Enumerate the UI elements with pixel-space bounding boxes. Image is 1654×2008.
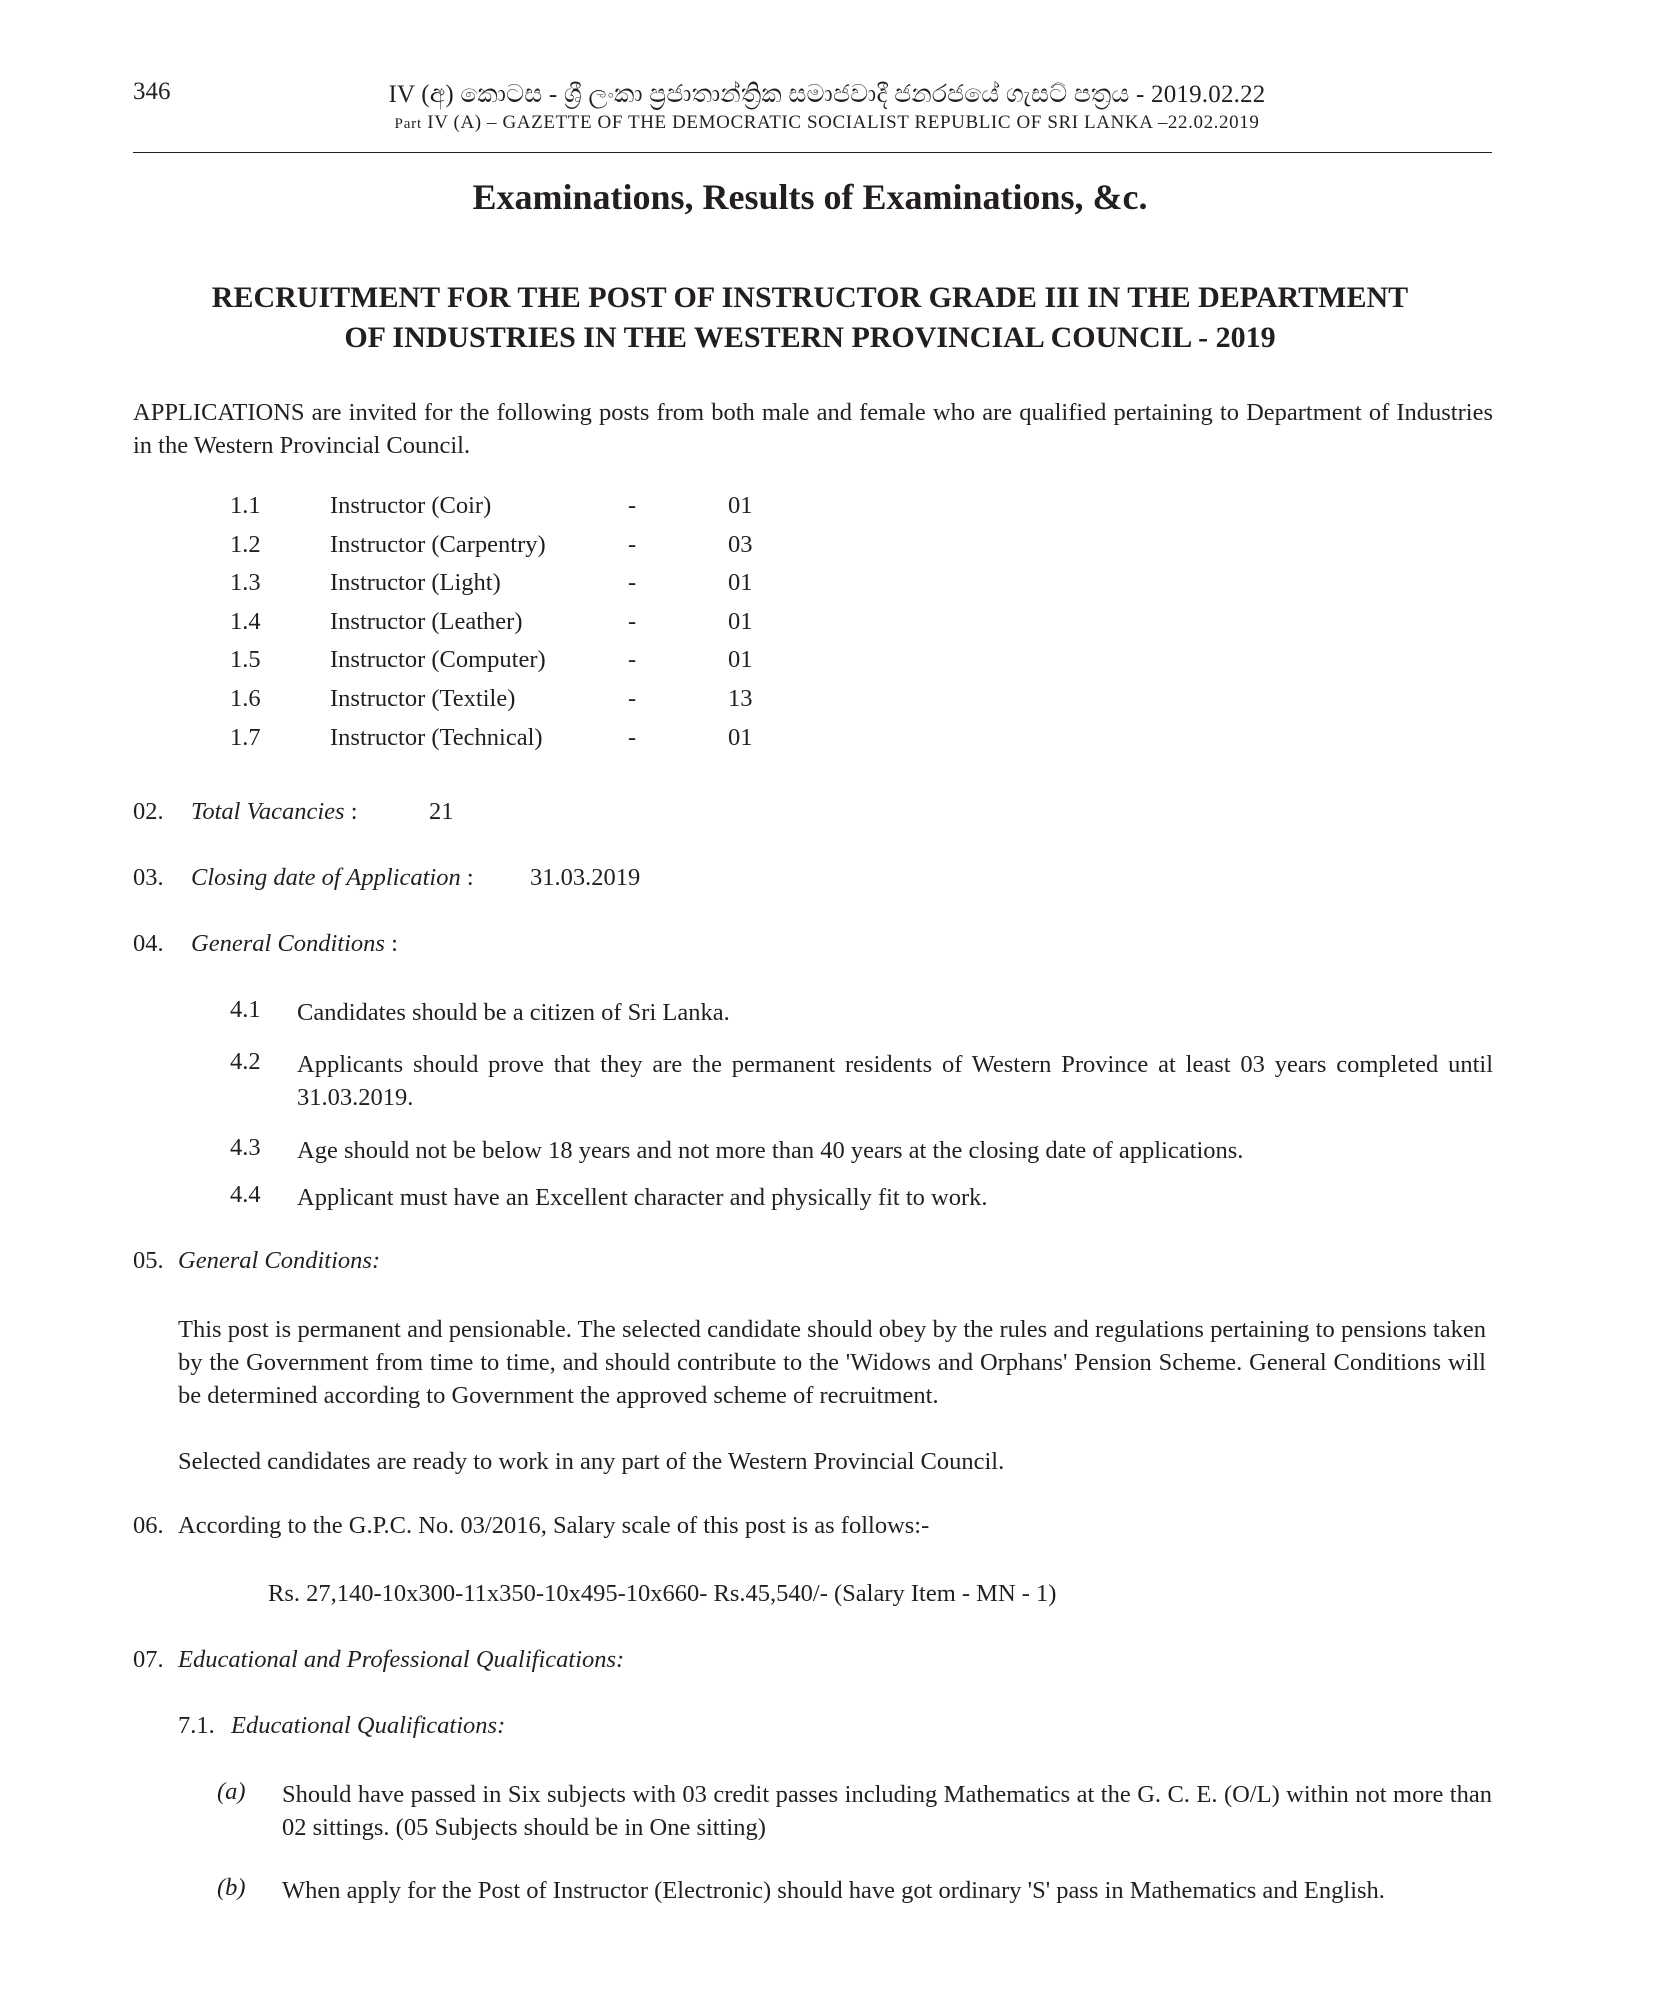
post-name: Instructor (Coir) [330, 492, 492, 519]
post-row [230, 685, 788, 724]
closing-date-sep: : [460, 864, 474, 891]
s07-sub-num: 7.1. [178, 1712, 215, 1739]
posts-table [230, 492, 788, 762]
post-number: 1.3 [230, 569, 261, 597]
general-conditions-num: 04. [133, 930, 164, 957]
post-count: 03 [728, 530, 753, 558]
intro-paragraph: APPLICATIONS are invited for the following posts from both male and female who are qualified pertaining to Department of Industries in the Western Provincial Council. [133, 399, 1493, 459]
condition-num: 4.3 [230, 1134, 261, 1161]
post-row [230, 492, 788, 531]
post-count: 01 [728, 607, 753, 635]
s05-paragraph-1: This post is permanent and pensionable. The selected candidate should obey by the rules and regulations pertaining to pensions taken by the Government from time to time, and should contribute to the 'Widows and Orphans' Pension Scheme. General Conditions will be determined according to Government the approved scheme of recruitment. [178, 1316, 1486, 1409]
post-dash: - [628, 530, 637, 558]
english-header [0, 112, 1654, 134]
condition-num: 4.1 [230, 996, 261, 1023]
qualification-letter: (b) [217, 1874, 246, 1901]
post-row [230, 608, 788, 647]
section-title: Examinations, Results of Examinations, &c. [472, 177, 1148, 217]
closing-date-label [191, 864, 474, 892]
post-count: 13 [728, 684, 753, 712]
salary-scale: Rs. 27,140-10x300-11x350-10x495-10x660- Rs.45,540/- (Salary Item - MN - 1) [268, 1580, 1057, 1607]
post-number: 1.2 [230, 530, 261, 558]
sinhala-header: IV (අ) කොටස - ශ්‍රී ලංකා ප්‍රජාතාන්ත්‍රික සමාජවාදී ජනරජයේ ගැසට් පත්‍රය - 2019.02.22 [388, 81, 1266, 108]
post-dash: - [628, 684, 637, 712]
notice-title-line-2: OF INDUSTRIES IN THE WESTERN PROVINCIAL COUNCIL - 2019 [344, 321, 1276, 354]
post-name: Instructor (Technical) [330, 723, 543, 751]
post-count: 01 [728, 492, 753, 519]
closing-date-num: 03. [133, 864, 164, 891]
post-count: 01 [728, 646, 753, 674]
post-row [230, 646, 788, 685]
post-row [230, 724, 788, 763]
qualification-letter: (a) [217, 1778, 246, 1805]
post-dash: - [628, 723, 637, 751]
post-name: Instructor (Light) [330, 569, 501, 597]
post-name: Instructor (Carpentry) [330, 530, 546, 558]
condition-num: 4.4 [230, 1181, 261, 1208]
s05-num: 05. [133, 1247, 164, 1274]
s07-label: Educational and Professional Qualifications: [178, 1646, 625, 1673]
closing-date-value: 31.03.2019 [530, 864, 641, 891]
header-rule [133, 152, 1492, 153]
total-vacancies-label-text: Total Vacancies [191, 798, 345, 825]
post-name: Instructor (Leather) [330, 607, 523, 635]
post-row [230, 531, 788, 570]
page-number: 346 [133, 78, 171, 105]
condition-text: Applicant must have an Excellent character and physically fit to work. [297, 1184, 988, 1211]
post-row [230, 569, 788, 608]
total-vacancies-value: 21 [429, 798, 454, 825]
post-number: 1.7 [230, 723, 261, 751]
english-header-part: Part [394, 116, 422, 132]
post-count: 01 [728, 723, 753, 751]
s07-num: 07. [133, 1646, 164, 1673]
post-name: Instructor (Computer) [330, 646, 546, 674]
total-vacancies-label [191, 798, 358, 826]
english-header-rest: IV (A) – GAZETTE OF THE DEMOCRATIC SOCIALIST REPUBLIC OF SRI LANKA –22.02.2019 [421, 112, 1260, 133]
post-count: 01 [728, 569, 753, 597]
s07-sub-label: Educational Qualifications: [231, 1712, 506, 1739]
s05-label: General Conditions: [178, 1247, 381, 1274]
post-name: Instructor (Textile) [330, 684, 516, 712]
qualification-text: When apply for the Post of Instructor (Electronic) should have got ordinary 'S' pass in Mathematics and English. [282, 1877, 1385, 1904]
condition-num: 4.2 [230, 1048, 261, 1075]
s06-text: According to the G.P.C. No. 03/2016, Salary scale of this post is as follows:- [178, 1512, 930, 1539]
post-dash: - [628, 607, 637, 635]
notice-title-line-1: RECRUITMENT FOR THE POST OF INSTRUCTOR GRADE III IN THE DEPARTMENT [211, 281, 1409, 314]
post-dash: - [628, 569, 637, 597]
general-conditions-label-text: General Conditions [191, 930, 385, 957]
s06-num: 06. [133, 1512, 164, 1539]
post-number: 1.1 [230, 492, 261, 519]
condition-text: Applicants should prove that they are the permanent residents of Western Province at least 03 years completed until 31.03.2019. [297, 1051, 1493, 1111]
post-number: 1.5 [230, 646, 261, 674]
post-number: 1.4 [230, 607, 261, 635]
qualification-text: Should have passed in Six subjects with 03 credit passes including Mathematics at the G. C. E. (O/L) within not more than 02 sittings. (05 Subjects should be in One sitting) [282, 1781, 1492, 1841]
post-number: 1.6 [230, 684, 261, 712]
post-dash: - [628, 646, 637, 674]
general-conditions-label [191, 930, 398, 958]
total-vacancies-num: 02. [133, 798, 164, 825]
s05-paragraph-2: Selected candidates are ready to work in any part of the Western Provincial Council. [178, 1448, 1005, 1475]
condition-text: Candidates should be a citizen of Sri Lanka. [297, 999, 730, 1026]
general-conditions-sep: : [384, 930, 398, 957]
closing-date-label-text: Closing date of Application [191, 864, 461, 891]
post-dash: - [628, 492, 637, 519]
condition-text: Age should not be below 18 years and not more than 40 years at the closing date of applications. [297, 1137, 1244, 1164]
total-vacancies-sep: : [344, 798, 358, 825]
